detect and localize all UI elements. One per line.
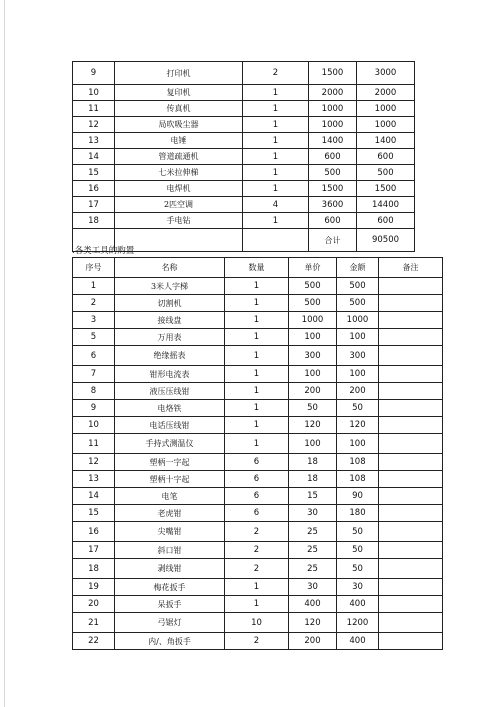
cell-amount: 1400 [357, 133, 415, 149]
cell-note [379, 417, 443, 434]
cell-no: 9 [73, 400, 115, 417]
header-price: 单价 [289, 258, 337, 278]
cell-qty: 2 [225, 542, 289, 559]
table-row [73, 101, 415, 117]
cell-price: 50 [289, 400, 337, 417]
table-row [73, 117, 415, 133]
total-label: 合计 [309, 229, 357, 252]
cell-note [379, 505, 443, 522]
cell-note [379, 278, 443, 295]
header-note: 备注 [379, 258, 443, 278]
cell-qty: 1 [225, 295, 289, 312]
cell-price: 600 [309, 213, 357, 229]
table-row [73, 383, 443, 400]
cell-price: 1500 [309, 181, 357, 197]
table-row [73, 62, 415, 85]
table-row [73, 213, 415, 229]
cell-amount: 500 [337, 278, 379, 295]
table-row [73, 522, 443, 542]
cell-name: 电笔 [115, 488, 225, 505]
cell-amount: 100 [337, 366, 379, 383]
header-name: 名称 [115, 258, 225, 278]
cell-name: 尖嘴钳 [115, 522, 225, 542]
cell-name: 塑柄一字起 [115, 454, 225, 471]
cell-name: 绝缘摇表 [115, 346, 225, 366]
cell-amount: 108 [337, 471, 379, 488]
cell-price: 200 [289, 383, 337, 400]
cell-amount: 500 [357, 165, 415, 181]
cell-name: 电锤 [115, 133, 243, 149]
table-row [73, 596, 443, 613]
cell-name: 梅花扳手 [115, 579, 225, 596]
table-row [73, 329, 443, 346]
cell-no: 12 [73, 117, 115, 133]
tools-purchase-table [72, 257, 443, 650]
table-row [73, 542, 443, 559]
cell-no: 14 [73, 149, 115, 165]
table-row [73, 165, 415, 181]
cell-amount: 180 [337, 505, 379, 522]
cell-note [379, 329, 443, 346]
cell-qty: 1 [243, 181, 309, 197]
cell-name: 管道疏通机 [115, 149, 243, 165]
table-row [73, 559, 443, 579]
cell-price: 400 [289, 596, 337, 613]
cell-amount: 1000 [357, 117, 415, 133]
cell-note [379, 312, 443, 329]
cell-qty: 1 [225, 434, 289, 454]
cell-amount: 50 [337, 522, 379, 542]
cell-name: 斜口钳 [115, 542, 225, 559]
cell-note [379, 346, 443, 366]
cell-name: 呆扳手 [115, 596, 225, 613]
table-row [73, 85, 415, 101]
cell-amount: 50 [337, 559, 379, 579]
cell-no: 13 [73, 471, 115, 488]
cell-price: 200 [289, 633, 337, 650]
cell-amount: 14400 [357, 197, 415, 213]
table-row [73, 471, 443, 488]
cell-amount: 3000 [357, 62, 415, 85]
cell-price: 25 [289, 542, 337, 559]
cell-qty: 1 [225, 346, 289, 366]
header-amount: 金额 [337, 258, 379, 278]
cell-note [379, 596, 443, 613]
table-row [73, 505, 443, 522]
cell-qty: 2 [243, 62, 309, 85]
cell-name: 3米人字梯 [115, 278, 225, 295]
cell-name: 液压压线钳 [115, 383, 225, 400]
cell-amount: 1200 [337, 613, 379, 633]
cell-note [379, 366, 443, 383]
page-edge-line [4, 0, 5, 707]
cell-qty: 1 [243, 101, 309, 117]
table-row [73, 278, 443, 295]
cell-qty: 6 [225, 488, 289, 505]
cell-price: 1000 [309, 101, 357, 117]
cell-price: 30 [289, 579, 337, 596]
table-row [73, 579, 443, 596]
table-row [73, 400, 443, 417]
cell-qty: 1 [225, 329, 289, 346]
table-header-row [73, 258, 443, 278]
cell-no: 10 [73, 417, 115, 434]
cell-qty: 2 [225, 559, 289, 579]
cell-qty: 6 [225, 505, 289, 522]
cell-no: 21 [73, 613, 115, 633]
cell-price: 100 [289, 366, 337, 383]
cell-no: 5 [73, 329, 115, 346]
cell-amount: 120 [337, 417, 379, 434]
cell-amount: 50 [337, 400, 379, 417]
cell-qty: 10 [225, 613, 289, 633]
cell-price: 30 [289, 505, 337, 522]
cell-note [379, 488, 443, 505]
cell-no: 2 [73, 295, 115, 312]
table-row [73, 197, 415, 213]
cell-name: 接线盘 [115, 312, 225, 329]
cell-qty: 1 [225, 400, 289, 417]
cell-qty: 6 [225, 471, 289, 488]
cell-price: 300 [289, 346, 337, 366]
total-value: 90500 [357, 229, 415, 252]
cell-qty: 1 [243, 149, 309, 165]
cell-no: 18 [73, 213, 115, 229]
cell-note [379, 295, 443, 312]
cell-note [379, 434, 443, 454]
cell-price: 25 [289, 559, 337, 579]
cell-name: 2匹空调 [115, 197, 243, 213]
cell-qty: 4 [243, 197, 309, 213]
cell-amount: 1500 [357, 181, 415, 197]
cell-note [379, 542, 443, 559]
cell-name: 手电钻 [115, 213, 243, 229]
cell-price: 2000 [309, 85, 357, 101]
cell-no: 17 [73, 542, 115, 559]
cell-note [379, 613, 443, 633]
table-row [73, 149, 415, 165]
table-row [73, 613, 443, 633]
cell-empty [243, 229, 309, 252]
cell-qty: 1 [243, 85, 309, 101]
cell-no: 1 [73, 278, 115, 295]
cell-qty: 1 [225, 383, 289, 400]
cell-no: 12 [73, 454, 115, 471]
cell-name: 万用表 [115, 329, 225, 346]
cell-amount: 90 [337, 488, 379, 505]
cell-no: 3 [73, 312, 115, 329]
cell-amount: 2000 [357, 85, 415, 101]
cell-amount: 500 [337, 295, 379, 312]
cell-note [379, 400, 443, 417]
cell-note [379, 559, 443, 579]
cell-price: 100 [289, 329, 337, 346]
cell-qty: 6 [225, 454, 289, 471]
cell-name: 七米拉伸梯 [115, 165, 243, 181]
cell-note [379, 471, 443, 488]
table-row [73, 181, 415, 197]
cell-price: 1500 [309, 62, 357, 85]
cell-name: 塑柄十字起 [115, 471, 225, 488]
cell-no: 15 [73, 165, 115, 181]
cell-qty: 1 [225, 366, 289, 383]
cell-name: 内/、角扳手 [115, 633, 225, 650]
cell-price: 1400 [309, 133, 357, 149]
cell-qty: 1 [243, 133, 309, 149]
cell-name: 电烙铁 [115, 400, 225, 417]
cell-name: 剥线钳 [115, 559, 225, 579]
cell-note [379, 383, 443, 400]
cell-amount: 400 [337, 596, 379, 613]
cell-amount: 30 [337, 579, 379, 596]
cell-amount: 100 [337, 434, 379, 454]
cell-price: 500 [289, 278, 337, 295]
cell-amount: 50 [337, 542, 379, 559]
table-row [73, 133, 415, 149]
cell-price: 120 [289, 613, 337, 633]
cell-name: 电焊机 [115, 181, 243, 197]
cell-amount: 1000 [357, 101, 415, 117]
cell-price: 1000 [289, 312, 337, 329]
cell-no: 9 [73, 62, 115, 85]
cell-no: 13 [73, 133, 115, 149]
cell-amount: 1000 [337, 312, 379, 329]
cell-no: 16 [73, 181, 115, 197]
table-row [73, 488, 443, 505]
cell-no: 20 [73, 596, 115, 613]
cell-no: 17 [73, 197, 115, 213]
cell-qty: 1 [243, 117, 309, 133]
header-qty: 数量 [225, 258, 289, 278]
table-row [73, 454, 443, 471]
cell-no: 11 [73, 434, 115, 454]
cell-qty: 1 [243, 213, 309, 229]
cell-name: 传真机 [115, 101, 243, 117]
table-row [73, 312, 443, 329]
cell-name: 老虎钳 [115, 505, 225, 522]
cell-name: 复印机 [115, 85, 243, 101]
cell-no: 10 [73, 85, 115, 101]
cell-qty: 1 [225, 417, 289, 434]
cell-price: 100 [289, 434, 337, 454]
cell-price: 120 [289, 417, 337, 434]
table-row [73, 346, 443, 366]
cell-qty: 1 [225, 278, 289, 295]
cell-qty: 2 [225, 633, 289, 650]
cell-qty: 1 [225, 312, 289, 329]
cell-amount: 400 [337, 633, 379, 650]
cell-amount: 108 [337, 454, 379, 471]
cell-price: 3600 [309, 197, 357, 213]
cell-qty: 2 [225, 522, 289, 542]
cell-amount: 300 [337, 346, 379, 366]
cell-name: 钳形电流表 [115, 366, 225, 383]
cell-amount: 600 [357, 149, 415, 165]
cell-no: 7 [73, 366, 115, 383]
equipment-table-continued [72, 61, 415, 252]
cell-price: 15 [289, 488, 337, 505]
cell-amount: 200 [337, 383, 379, 400]
cell-name: 打印机 [115, 62, 243, 85]
cell-note [379, 454, 443, 471]
cell-no: 8 [73, 383, 115, 400]
cell-qty: 1 [225, 579, 289, 596]
table-row [73, 434, 443, 454]
cell-note [379, 522, 443, 542]
cell-name: 局吹吸尘器 [115, 117, 243, 133]
cell-price: 18 [289, 454, 337, 471]
cell-name: 弓锯灯 [115, 613, 225, 633]
cell-no: 14 [73, 488, 115, 505]
cell-no: 19 [73, 579, 115, 596]
cell-amount: 100 [337, 329, 379, 346]
table-row [73, 633, 443, 650]
cell-note [379, 579, 443, 596]
table-row [73, 295, 443, 312]
cell-qty: 1 [225, 596, 289, 613]
cell-note [379, 633, 443, 650]
cell-no: 22 [73, 633, 115, 650]
cell-name: 切割机 [115, 295, 225, 312]
cell-qty: 1 [243, 165, 309, 181]
cell-no: 6 [73, 346, 115, 366]
table-row [73, 366, 443, 383]
cell-name: 电话压线钳 [115, 417, 225, 434]
cell-no: 16 [73, 522, 115, 542]
cell-no: 11 [73, 101, 115, 117]
cell-name: 手持式测温仪 [115, 434, 225, 454]
cell-price: 500 [309, 165, 357, 181]
cell-amount: 600 [357, 213, 415, 229]
header-no: 序号 [73, 258, 115, 278]
cell-no: 15 [73, 505, 115, 522]
cell-price: 600 [309, 149, 357, 165]
cell-no: 18 [73, 559, 115, 579]
cell-price: 1000 [309, 117, 357, 133]
cell-price: 500 [289, 295, 337, 312]
cell-price: 18 [289, 471, 337, 488]
cell-price: 25 [289, 522, 337, 542]
table-row [73, 417, 443, 434]
section-caption: .各类工具的购置 [72, 246, 135, 256]
